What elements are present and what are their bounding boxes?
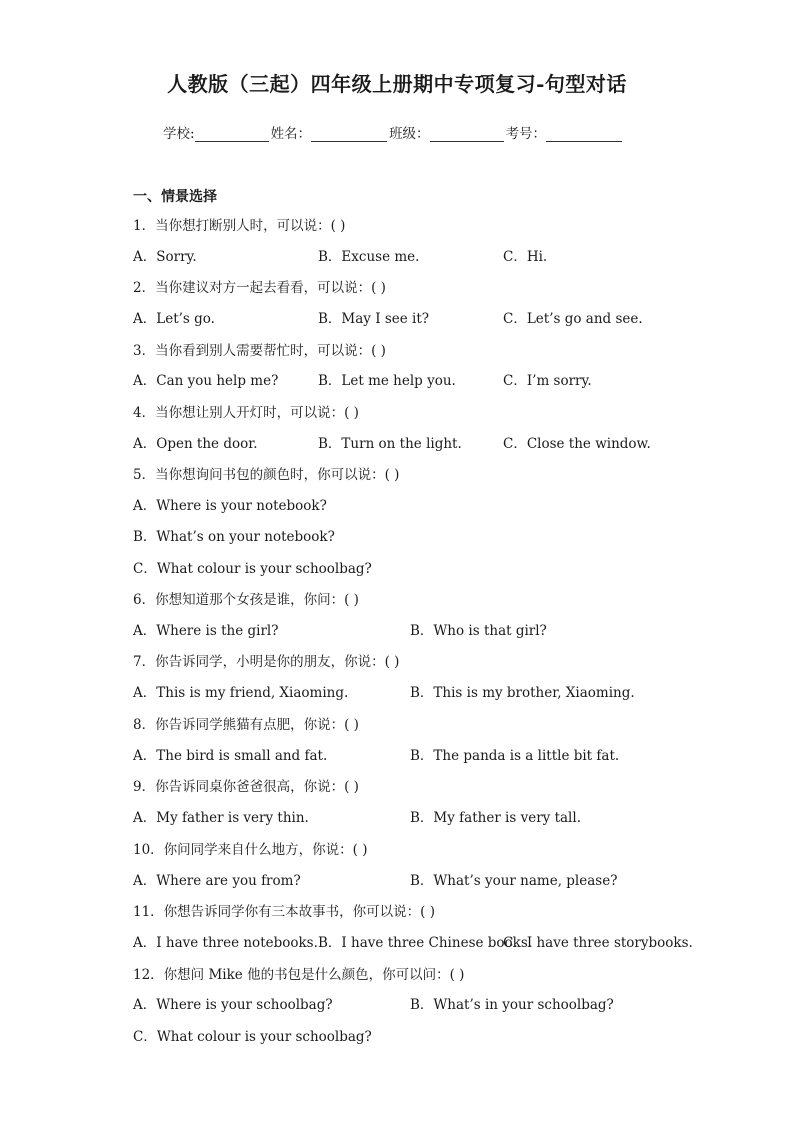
q7-option-b[interactable]: B．This is my brother, Xiaoming.: [410, 685, 635, 701]
q8-option-a[interactable]: A．The bird is small and fat.: [133, 748, 328, 764]
q4-option-b[interactable]: B．Turn on the light.: [318, 436, 462, 452]
q6-option-a[interactable]: A．Where is the girl?: [133, 623, 279, 639]
q2-option-b[interactable]: B．May I see it?: [318, 311, 430, 327]
question-1-stem: 1．当你想打断别人时，可以说：( ): [133, 218, 346, 234]
q6-option-b[interactable]: B．Who is that girl?: [410, 623, 547, 639]
class-field[interactable]: [430, 127, 504, 142]
q4-option-c[interactable]: C．Close the window.: [503, 436, 651, 452]
page-title: 人教版（三起）四年级上册期中专项复习-句型对话: [167, 72, 627, 96]
question-9-stem: 9．你告诉同桌你爸爸很高，你说：( ): [133, 779, 359, 795]
question-11-options: [133, 931, 693, 949]
q4-option-a[interactable]: A．Open the door.: [133, 436, 258, 452]
question-10-stem: 10．你问同学来自什么地方，你说：( ): [133, 842, 368, 858]
question-3-stem: 3．当你看到别人需要帮忙时，可以说：( ): [133, 343, 386, 359]
question-11-stem: 11．你想告诉同学你有三本故事书，你可以说：( ): [133, 904, 436, 920]
q3-option-b[interactable]: B．Let me help you.: [318, 373, 456, 389]
q1-option-c[interactable]: C．Hi.: [503, 249, 548, 265]
q10-option-b[interactable]: B．What’s your name, please?: [410, 873, 618, 889]
question-7-options: [133, 681, 693, 699]
q11-option-b[interactable]: B．I have three Chinese books.: [318, 935, 533, 951]
question-2-stem: 2．当你建议对方一起去看看，可以说：( ): [133, 280, 386, 296]
q9-option-a[interactable]: A．My father is very thin.: [133, 810, 309, 826]
question-7-stem: 7．你告诉同学，小明是你的朋友，你说：( ): [133, 654, 400, 670]
name-label: 姓名：: [270, 126, 312, 142]
q2-option-a[interactable]: A．Let’s go.: [133, 311, 215, 327]
q10-option-a[interactable]: A．Where are you from?: [133, 873, 301, 889]
question-2-options: [133, 307, 693, 325]
q11-option-c[interactable]: C．I have three storybooks.: [503, 935, 693, 951]
question-4-stem: 4．当你想让别人开灯时，可以说：( ): [133, 405, 359, 421]
q1-option-a[interactable]: A．Sorry.: [133, 249, 197, 265]
exam-number-field[interactable]: [546, 127, 622, 142]
student-info-line: [163, 122, 624, 142]
question-12-stem: 12．你想问 Mike 他的书包是什么颜色，你可以问：( ): [133, 967, 465, 983]
question-10-options: [133, 869, 693, 887]
question-8-stem: 8．你告诉同学熊猫有点肥，你说：( ): [133, 717, 359, 733]
q12-option-a[interactable]: A．Where is your schoolbag?: [133, 997, 333, 1013]
q1-option-b[interactable]: B．Excuse me.: [318, 249, 420, 265]
question-9-options: [133, 806, 693, 824]
q5-option-a[interactable]: A．Where is your notebook?: [133, 498, 327, 514]
exam-number-label: 考号：: [505, 126, 547, 142]
q8-option-b[interactable]: B．The panda is a little bit fat.: [410, 748, 620, 764]
q3-option-c[interactable]: C．I’m sorry.: [503, 373, 592, 389]
q5-option-b[interactable]: B．What’s on your notebook?: [133, 529, 335, 545]
question-6-stem: 6．你想知道那个女孩是谁，你问：( ): [133, 592, 359, 608]
school-label: 学校:: [163, 126, 195, 142]
question-1-options: [133, 245, 693, 263]
question-12-options: [133, 993, 693, 1011]
q2-option-c[interactable]: C．Let’s go and see.: [503, 311, 643, 327]
question-4-options: [133, 432, 693, 450]
q11-option-a[interactable]: A．I have three notebooks.: [133, 935, 318, 951]
name-field[interactable]: [311, 127, 387, 142]
q12-option-c[interactable]: C．What colour is your schoolbag?: [133, 1029, 372, 1045]
school-field[interactable]: [195, 127, 269, 142]
question-6-options: [133, 619, 693, 637]
question-3-options: [133, 369, 693, 387]
q7-option-a[interactable]: A．This is my friend, Xiaoming.: [133, 685, 349, 701]
q3-option-a[interactable]: A．Can you help me?: [133, 373, 279, 389]
section-heading: 一、情景选择: [133, 189, 217, 205]
q9-option-b[interactable]: B．My father is very tall.: [410, 810, 581, 826]
class-label: 班级：: [389, 126, 430, 142]
q12-option-b[interactable]: B．What’s in your schoolbag?: [410, 997, 614, 1013]
question-8-options: [133, 744, 693, 762]
q5-option-c[interactable]: C．What colour is your schoolbag?: [133, 561, 372, 577]
question-5-stem: 5．当你想询问书包的颜色时，你可以说：( ): [133, 467, 400, 483]
